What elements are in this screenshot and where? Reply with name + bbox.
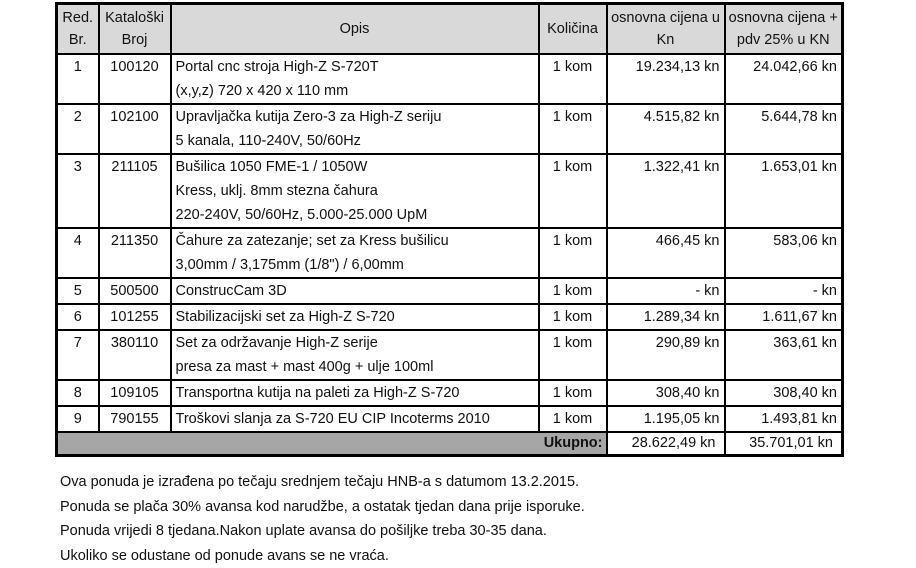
item-description bbox=[171, 54, 539, 104]
price-with-vat: 1.653,01 kn bbox=[725, 154, 843, 228]
item-description bbox=[171, 278, 539, 304]
row-number: 9 bbox=[57, 406, 99, 432]
base-price: 308,40 kn bbox=[607, 380, 725, 406]
base-price: 1.195,05 kn bbox=[607, 406, 725, 432]
header-red-br: Red. Br. bbox=[57, 4, 99, 55]
note-validity: Ponuda vrijedi 8 tjedana.Nakon uplate avansa do pošiljke treba 30-35 dana. bbox=[60, 519, 585, 544]
description-line: Portal cnc stroja High-Z S-720T bbox=[176, 55, 534, 79]
header-cijena-pdv: osnovna cijena + pdv 25% u KN bbox=[725, 4, 843, 55]
table-row bbox=[57, 154, 843, 228]
base-price: 290,89 kn bbox=[607, 330, 725, 380]
quantity: 1 kom bbox=[539, 154, 607, 228]
catalog-number: 101255 bbox=[99, 304, 171, 330]
price-with-vat: 5.644,78 kn bbox=[725, 104, 843, 154]
catalog-number: 211105 bbox=[99, 154, 171, 228]
description-line: Troškovi slanja za S-720 EU CIP Incoterms 2010 bbox=[176, 407, 534, 431]
description-line: 220-240V, 50/60Hz, 5.000-25.000 UpM bbox=[176, 203, 534, 227]
header-cijena: osnovna cijena u Kn bbox=[607, 4, 725, 55]
item-description bbox=[171, 406, 539, 432]
quantity: 1 kom bbox=[539, 104, 607, 154]
description-line: (x,y,z) 720 x 420 x 110 mm bbox=[176, 79, 534, 103]
header-kolicina: Količina bbox=[539, 4, 607, 55]
catalog-number: 211350 bbox=[99, 228, 171, 278]
description-line: Stabilizacijski set za High-Z S-720 bbox=[176, 305, 534, 329]
description-line: Kress, uklj. 8mm stezna čahura bbox=[176, 179, 534, 203]
description-line: Čahure za zatezanje; set za Kress bušilicu bbox=[176, 229, 534, 253]
description-line: Transportna kutija na paleti za High-Z S-720 bbox=[176, 381, 534, 405]
quantity: 1 kom bbox=[539, 54, 607, 104]
table-row bbox=[57, 104, 843, 154]
note-exchange-rate: Ova ponuda je izrađena po tečaju srednjem tečaju HNB-a s datumom 13.2.2015. bbox=[60, 470, 585, 495]
total-price-vat: 35.701,01 kn bbox=[725, 432, 843, 456]
note-payment-terms: Ponuda se plača 30% avansa kod narudžbe, a ostatak tjedan dana prije isporuke. bbox=[60, 495, 585, 520]
quantity: 1 kom bbox=[539, 380, 607, 406]
total-price: 28.622,49 kn bbox=[607, 432, 725, 456]
base-price: 466,45 kn bbox=[607, 228, 725, 278]
item-description bbox=[171, 228, 539, 278]
item-description bbox=[171, 304, 539, 330]
row-number: 7 bbox=[57, 330, 99, 380]
offer-table bbox=[55, 2, 844, 457]
row-number: 3 bbox=[57, 154, 99, 228]
price-with-vat: 1.493,81 kn bbox=[725, 406, 843, 432]
row-number: 5 bbox=[57, 278, 99, 304]
base-price: - kn bbox=[607, 278, 725, 304]
table-row bbox=[57, 278, 843, 304]
description-line: 5 kanala, 110-240V, 50/60Hz bbox=[176, 129, 534, 153]
note-advance: Ukoliko se odustane od ponude avans se ne vraća. bbox=[60, 544, 585, 568]
row-number: 4 bbox=[57, 228, 99, 278]
table-row bbox=[57, 304, 843, 330]
price-with-vat: 308,40 kn bbox=[725, 380, 843, 406]
table-header-row bbox=[57, 4, 843, 55]
table-row bbox=[57, 406, 843, 432]
description-line: Set za održavanje High-Z serije bbox=[176, 331, 534, 355]
table-row bbox=[57, 228, 843, 278]
base-price: 19.234,13 kn bbox=[607, 54, 725, 104]
row-number: 6 bbox=[57, 304, 99, 330]
item-description bbox=[171, 154, 539, 228]
description-line: ConstrucCam 3D bbox=[176, 279, 534, 303]
row-number: 2 bbox=[57, 104, 99, 154]
item-description bbox=[171, 104, 539, 154]
catalog-number: 100120 bbox=[99, 54, 171, 104]
item-description bbox=[171, 380, 539, 406]
price-with-vat: 1.611,67 kn bbox=[725, 304, 843, 330]
catalog-number: 380110 bbox=[99, 330, 171, 380]
price-with-vat: 24.042,66 kn bbox=[725, 54, 843, 104]
quantity: 1 kom bbox=[539, 330, 607, 380]
row-number: 8 bbox=[57, 380, 99, 406]
quantity: 1 kom bbox=[539, 228, 607, 278]
description-line: presa za mast + mast 400g + ulje 100ml bbox=[176, 355, 534, 379]
header-opis: Opis bbox=[171, 4, 539, 55]
table-row bbox=[57, 380, 843, 406]
table-row bbox=[57, 330, 843, 380]
quantity: 1 kom bbox=[539, 304, 607, 330]
description-line: 3,00mm / 3,175mm (1/8") / 6,00mm bbox=[176, 253, 534, 277]
notes bbox=[60, 470, 585, 568]
header-kataloski-broj: Kataloški Broj bbox=[99, 4, 171, 55]
catalog-number: 109105 bbox=[99, 380, 171, 406]
item-description bbox=[171, 330, 539, 380]
table-row bbox=[57, 54, 843, 104]
base-price: 4.515,82 kn bbox=[607, 104, 725, 154]
total-label: Ukupno: bbox=[57, 432, 607, 456]
base-price: 1.322,41 kn bbox=[607, 154, 725, 228]
catalog-number: 500500 bbox=[99, 278, 171, 304]
catalog-number: 790155 bbox=[99, 406, 171, 432]
price-with-vat: 583,06 kn bbox=[725, 228, 843, 278]
total-row bbox=[57, 432, 843, 456]
price-with-vat: - kn bbox=[725, 278, 843, 304]
catalog-number: 102100 bbox=[99, 104, 171, 154]
base-price: 1.289,34 kn bbox=[607, 304, 725, 330]
price-with-vat: 363,61 kn bbox=[725, 330, 843, 380]
table-body bbox=[57, 54, 843, 432]
row-number: 1 bbox=[57, 54, 99, 104]
description-line: Bušilica 1050 FME-1 / 1050W bbox=[176, 155, 534, 179]
quantity: 1 kom bbox=[539, 406, 607, 432]
description-line: Upravljačka kutija Zero-3 za High-Z seriju bbox=[176, 105, 534, 129]
quantity: 1 kom bbox=[539, 278, 607, 304]
